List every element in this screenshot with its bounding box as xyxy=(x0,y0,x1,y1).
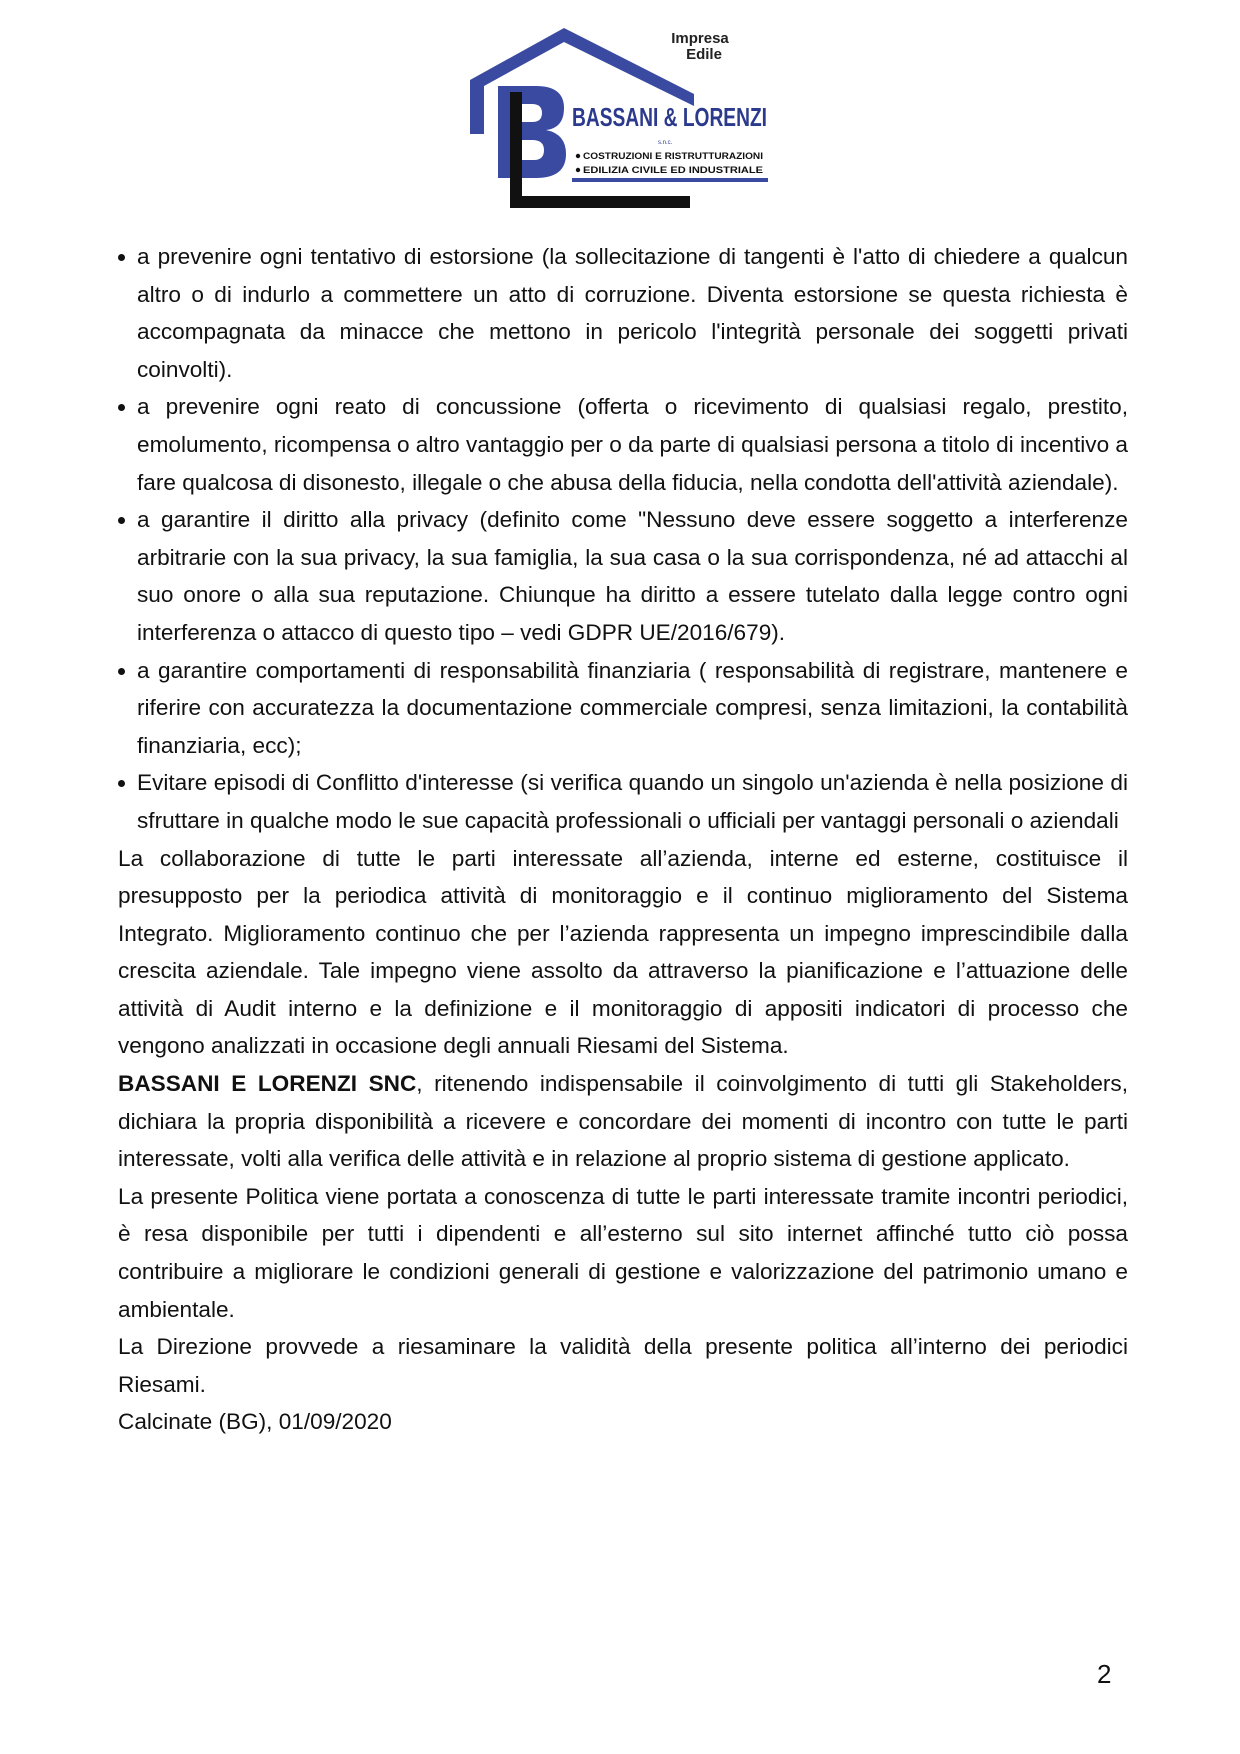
monogram-b-bowls xyxy=(520,86,566,178)
stakeholders-text: , ritenendo indispensabile il coinvolgimento di tutti gli Stakeholders, dichiara la propria disponibilità a ricevere e concordare dei momenti di incontro con tutte le parti interessate, volti alla verifica delle attività e in relazione al proprio sistema di gestione applicato. xyxy=(118,1071,1128,1172)
logo-impresa-text: Impresa xyxy=(671,30,729,47)
list-item: a garantire il diritto alla privacy (definito come "Nessuno deve essere soggetto a interferenze arbitrarie con la sua privacy, la sua famiglia, la sua casa o la sua corrispondenza, né ad attacchi al suo onore o alla sua reputazione. Chiunque ha diritto a essere tutelato dalla legge contro ogni interferenza o attacco di questo tipo – vedi GDPR UE/2016/679). xyxy=(118,501,1128,651)
commitment-list xyxy=(118,238,1128,840)
list-item: a prevenire ogni tentativo di estorsione (la sollecitazione di tangenti è l'atto di chiedere a qualcun altro o di indurlo a commettere un atto di corruzione. Diventa estorsione se questa richiesta è accompagnata da minacce che mettono in pericolo l'integrità personale dei soggetti privati coinvolti). xyxy=(118,238,1128,388)
list-item: a prevenire ogni reato di concussione (offerta o ricevimento di qualsiasi regalo, prestito, emolumento, ricompensa o altro vantaggio per o da parte di qualsiasi persona a titolo di incentivo a fare qualcosa di disonesto, illegale o che abusa della fiducia, nella condotta dell'attività aziendale). xyxy=(118,388,1128,501)
logo-service-1: COSTRUZIONI E RISTRUTTURAZIONI xyxy=(583,151,763,162)
collaboration-paragraph: La collaborazione di tutte le parti interessate all’azienda, interne ed esterne, costituisce il presupposto per la periodica attività di monitoraggio e il continuo miglioramento del Sistema Integrato. Miglioramento continuo che per l’azienda rappresenta un impegno imprescindibile dalla crescita aziendale. Tale impegno viene assolto da attraverso la pianificazione e l’attuazione delle attività di Audit interno e la definizione e il monitoraggio di appositi indicatori di processo che vengono analizzati in occasione degli annuali Riesami del Sistema. xyxy=(118,845,1128,1059)
page-number: 2 xyxy=(1097,1659,1112,1689)
policy-paragraph: La presente Politica viene portata a conoscenza di tutte le parti interessate tramite incontri periodici, è resa disponibile per tutti i dipendenti e all’esterno sul sito internet affinché tutto ciò possa contribuire a migliorare le condizioni generali di gestione e valorizzazione del patrimonio umano e ambientale. xyxy=(118,1183,1128,1322)
service-bullet-icon xyxy=(576,168,580,172)
logo-edile-text: Edile xyxy=(686,46,722,63)
list-item: Evitare episodi di Conflitto d'interesse (si verifica quando un singolo un'azienda è nella posizione di sfruttare in qualche modo le sue capacità professionali o ufficiali per vantaggi personali o aziendali xyxy=(118,764,1128,839)
review-paragraph: La Direzione provvede a riesaminare la validità della presente politica all’interno dei periodici Riesami. xyxy=(118,1334,1128,1397)
list-item: a garantire comportamenti di responsabilità finanziaria ( responsabilità di registrare, mantenere e riferire con accuratezza la documentazione commerciale compresi, senza limitazioni, la contabilità finanziaria, ecc); xyxy=(118,652,1128,765)
logo-service-2: EDILIZIA CIVILE ED INDUSTRIALE xyxy=(583,165,763,176)
service-bullet-icon xyxy=(576,154,580,158)
document-body xyxy=(118,238,1128,1441)
monogram-l-base xyxy=(510,196,690,208)
monogram-l-stem xyxy=(510,92,522,208)
logo-underline xyxy=(572,178,768,182)
company-logo xyxy=(470,28,770,214)
logo-legal-form: s.n.c. xyxy=(658,140,673,146)
place-date: Calcinate (BG), 01/09/2020 xyxy=(118,1409,392,1435)
logo-company-name: BASSANI & LORENZI xyxy=(572,102,767,132)
company-name-bold: BASSANI E LORENZI SNC xyxy=(118,1071,417,1097)
stakeholders-paragraph xyxy=(118,1065,1128,1178)
